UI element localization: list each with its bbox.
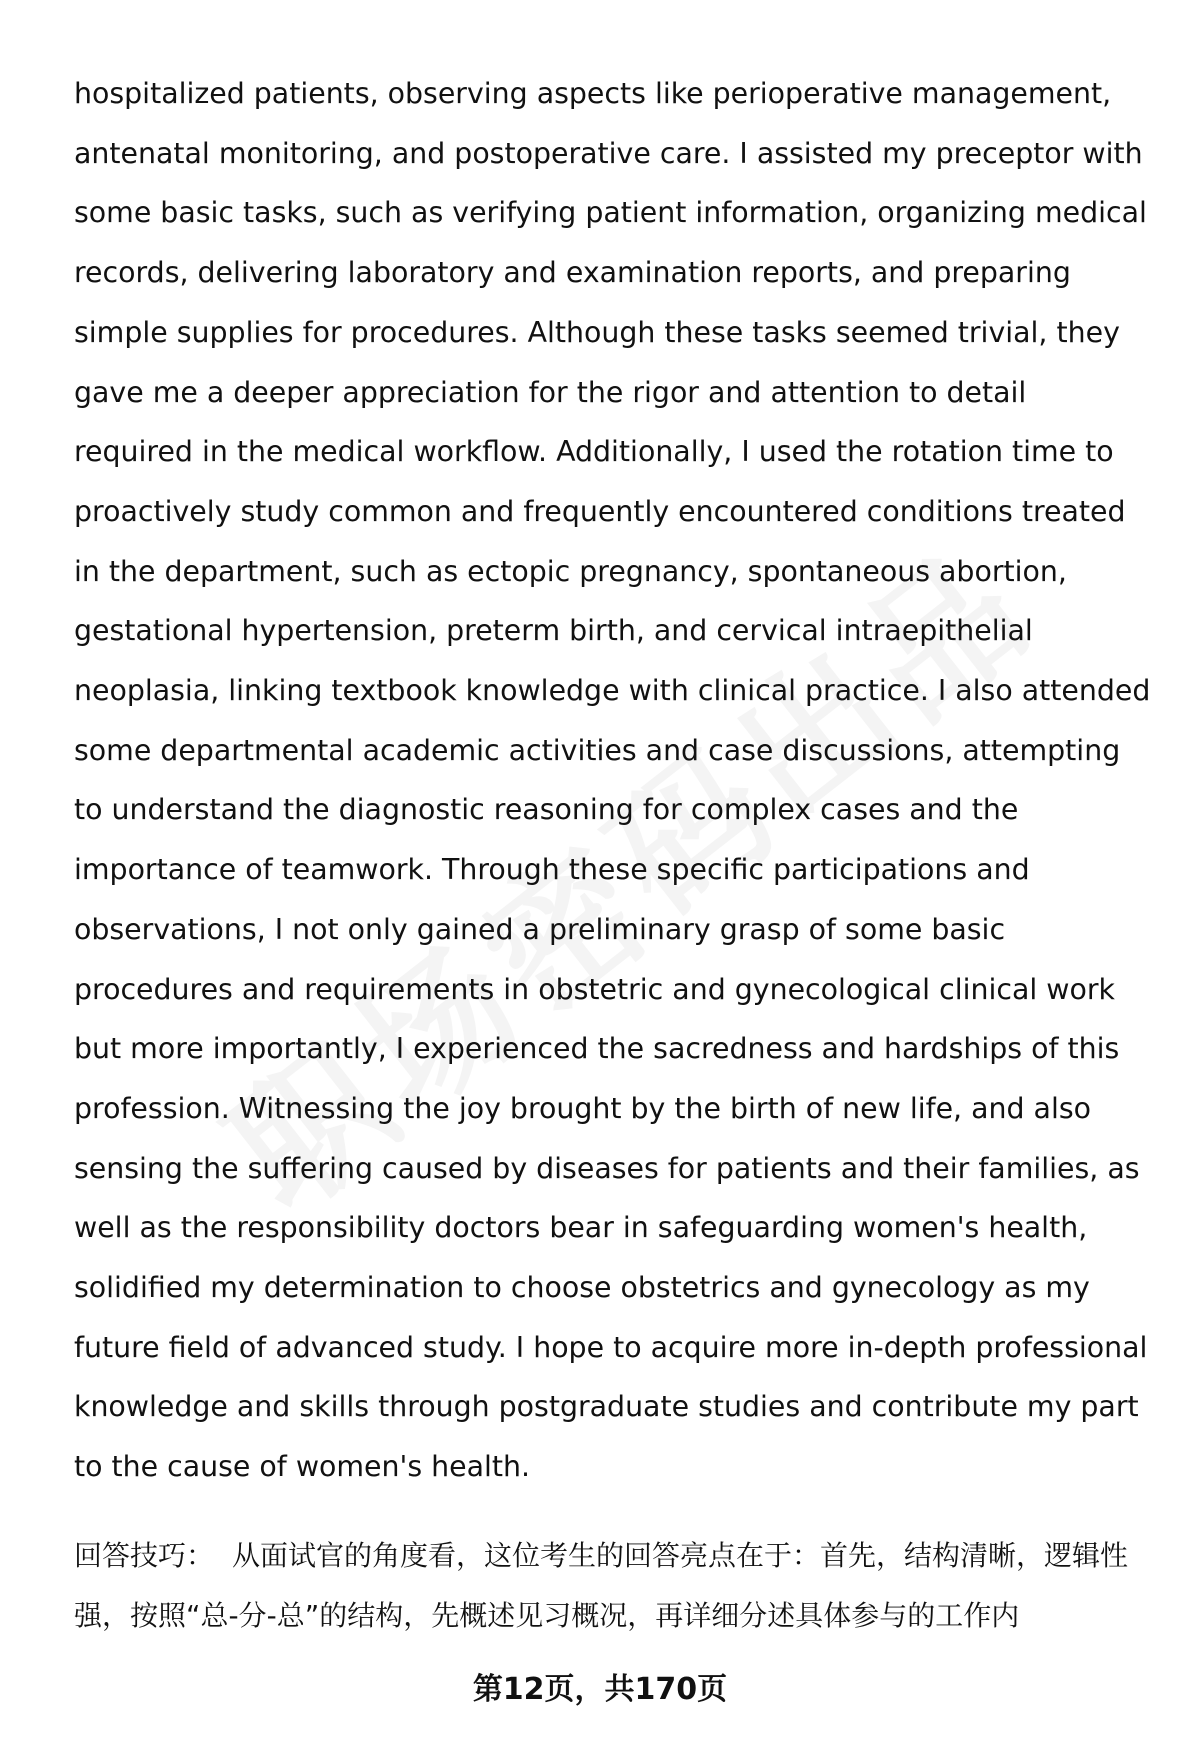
answer-tip-text: 从面试官的角度看，这位考生的回答亮点在于：首先，结构清晰，逻辑性强，按照“总-分-总”的结构，先概述见习概况，再详细分述具体参与的工作内 bbox=[74, 1539, 1129, 1632]
answer-tip-label: 回答技巧： bbox=[74, 1539, 215, 1572]
body-paragraph: hospitalized patients, observing aspects like perioperative management, antenatal monitoring, and postoperative care. I assisted my preceptor with some basic tasks, such as verifying patient information, organizing medical records, delivering laboratory and examination reports, and preparing simple supplies for procedures. Although these tasks seemed trivial, they gave me a deeper appreciation for the rigor and attention to detail required in the medical workflow. Additionally, I used the rotation time to proactively study common and frequently encountered conditions treated in the department, such as ectopic pregnancy, spontaneous abortion, gestational hypertension, preterm birth, and cervical intraepithelial neoplasia, linking textbook knowledge with clinical practice. I also attended some departmental academic activities and case discussions, attempting to understand the diagnostic reasoning for complex cases and the importance of teamwork. Through these specific participations and observations, I not only gained a preliminary grasp of some basic procedures and requirements in obstetric and gynecological clinical work but more importantly, I experienced the sacredness and hardships of this profession. Witnessing the joy brought by the birth of new life, and also sensing the suffering caused by diseases for patients and their families, as well as the responsibility doctors bear in safeguarding women's health, solidified my determination to choose obstetrics and gynecology as my future field of advanced study. I hope to acquire more in-depth professional knowledge and skills through postgraduate studies and contribute my part to the cause of women's health. bbox=[74, 77, 1151, 1484]
answer-tip bbox=[74, 1526, 1154, 1646]
page-footer: 第12页，共170页 bbox=[472, 1672, 728, 1707]
